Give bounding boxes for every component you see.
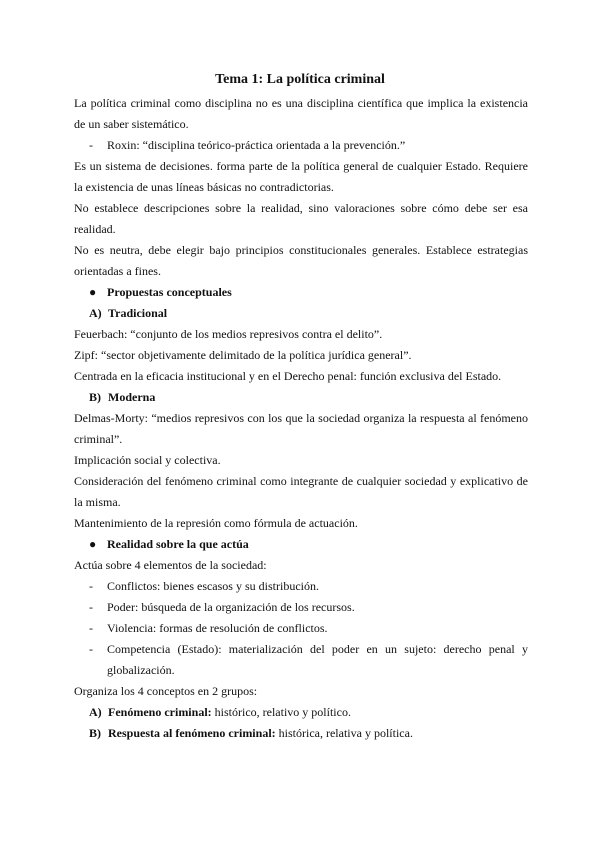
paragraph-line: la misma. (74, 495, 121, 509)
document-title: Tema 1: La política criminal (215, 72, 385, 87)
paragraph-line: realidad. (74, 222, 116, 236)
paragraph-line: Consideración del fenómeno criminal como integrante de cualquier sociedad y explicativo de (74, 474, 528, 488)
list-item: Roxin: “disciplina teórico-práctica orientada a la prevención.” (107, 138, 406, 152)
paragraph-line: Implicación social y colectiva. (74, 453, 221, 467)
paragraph-line: Feuerbach: “conjunto de los medios represivos contra el delito”. (74, 327, 383, 341)
list-item: Competencia (Estado): materialización del poder en un sujeto: derecho penal y (107, 642, 528, 656)
group-text: histórico, relativo y político. (211, 705, 351, 719)
paragraph-line: No establece descripciones sobre la realidad, sino valoraciones sobre cómo debe ser esa (74, 201, 528, 215)
group-text: histórica, relativa y política. (275, 726, 413, 740)
group-item (108, 723, 562, 744)
paragraph-line: La política criminal como disciplina no es una disciplina científica que implica la existencia (74, 96, 528, 110)
section-heading: Realidad sobre la que actúa (107, 537, 249, 551)
paragraph-line: Zipf: “sector objetivamente delimitado de la política jurídica general”. (74, 348, 412, 362)
list-item: Poder: búsqueda de la organización de los recursos. (107, 600, 355, 614)
paragraph-line: Organiza los 4 conceptos en 2 grupos: (74, 684, 258, 698)
section-heading: Propuestas conceptuales (107, 285, 232, 299)
group-item (108, 702, 562, 723)
paragraph-line: Es un sistema de decisiones. forma parte de la política general de cualquier Estado. Requiere (74, 159, 528, 173)
list-letter: B) (89, 390, 101, 404)
group-label: Respuesta al fenómeno criminal: (108, 726, 276, 740)
subsection-heading: Moderna (108, 390, 156, 404)
paragraph-line: la existencia de unas líneas básicas no contradictorias. (74, 180, 334, 194)
dash-marker: - (89, 600, 93, 614)
paragraph-line: Centrada en la eficacia institucional y en el Derecho penal: función exclusiva del Estado. (74, 369, 502, 383)
bullet-marker: ● (89, 537, 97, 551)
dash-marker: - (89, 579, 93, 593)
list-item-continuation: globalización. (107, 663, 175, 677)
paragraph-line: Mantenimiento de la represión como fórmula de actuación. (74, 516, 358, 530)
dash-marker: - (89, 138, 93, 152)
list-letter: B) (89, 726, 101, 740)
paragraph-line: orientadas a fines. (74, 264, 161, 278)
bullet-marker: ● (89, 285, 97, 299)
paragraph-line: Delmas-Morty: “medios represivos con los que la sociedad organiza la respuesta al fenómeno (74, 411, 528, 425)
subsection-heading: Tradicional (108, 306, 168, 320)
paragraph-line: de un saber sistemático. (74, 117, 189, 131)
dash-marker: - (89, 621, 93, 635)
paragraph-line: Actúa sobre 4 elementos de la sociedad: (74, 558, 267, 572)
dash-marker: - (89, 642, 93, 656)
group-label: Fenómeno criminal: (108, 705, 212, 719)
paragraph-line: No es neutra, debe elegir bajo principios constitucionales generales. Establece estrategias (74, 243, 528, 257)
list-item: Conflictos: bienes escasos y su distribución. (107, 579, 319, 593)
list-letter: A) (89, 705, 102, 719)
list-item: Violencia: formas de resolución de conflictos. (107, 621, 328, 635)
paragraph-line: criminal”. (74, 432, 123, 446)
list-letter: A) (89, 306, 102, 320)
